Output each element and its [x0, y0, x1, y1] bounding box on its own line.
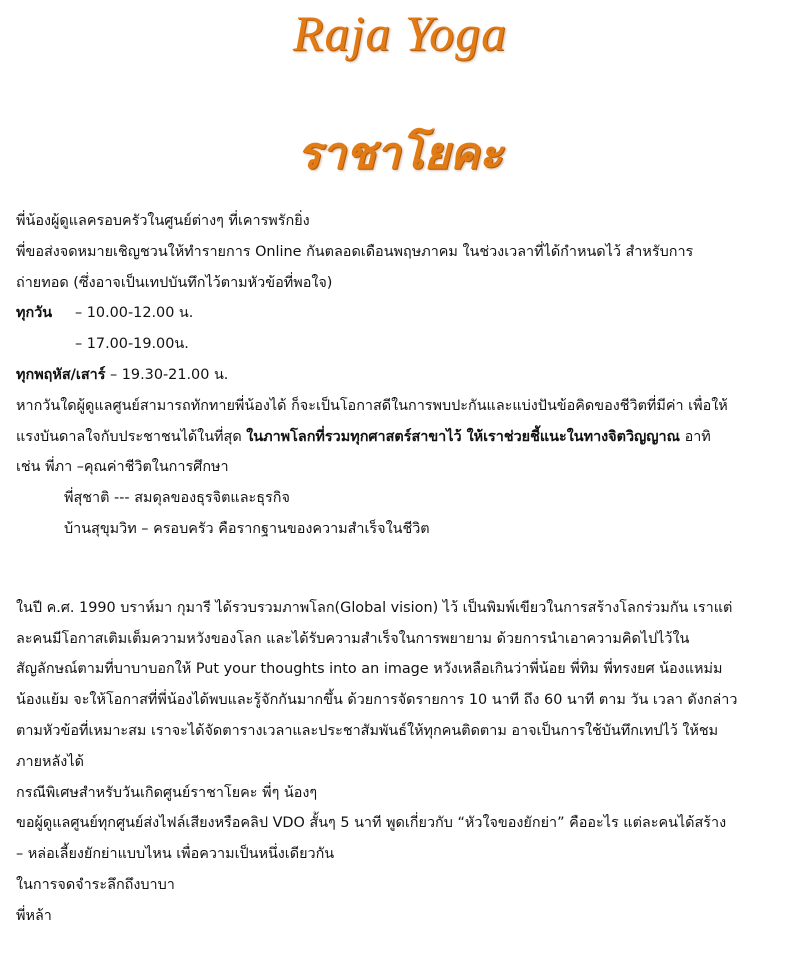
greeting: พี่น้องผู้ดูแลครอบครัวในศูนย์ต่างๆ ที่เคารพรักยิ่ง	[16, 213, 310, 229]
example-1: เช่น พี่ภา –คุณค่าชีวิตในการศึกษา	[16, 459, 229, 476]
paragraph-3-line-5: ตามหัวข้อที่เหมาะสม เราจะได้จัดตารางเวลาและประชาสัมพันธ์ให้ทุกคนติดตาม อาจเป็นการใช้บันทึกเทปไว้ ให้ชม	[16, 722, 719, 739]
example-2: พี่สุชาติ --- สมดุลของธุรจิตและธุรกิจ	[64, 490, 290, 507]
closing-line: ในการจดจำระลึกถึงบาบา	[16, 876, 175, 893]
paragraph-3-line-1: ในปี ค.ศ. 1990 บราห์มา กุมารี ได้รวบรวมภาพโลก(Global vision) ไว้ เป็นพิมพ์เขียวในการสร้างโลกร่วมกัน เราแต่	[16, 599, 733, 616]
title-english: Raja Yoga	[292, 5, 508, 61]
special-line-2: ขอผู้ดูแลศูนย์ทุกศูนย์ส่งไฟล์เสียงหรือคลิป VDO สั้นๆ 5 นาที พูดเกี่ยวกับ “หัวใจของยักย่า” คืออะไร แต่ละคนได้สร้าง	[16, 815, 727, 832]
blank-spacer	[16, 545, 800, 593]
example-3: บ้านสุขุมวิท – ครอบครัว คือรากฐานของความสำเร็จในชีวิต	[64, 520, 430, 537]
special-line-3: – หล่อเลี้ยงยักย่าแบบไหน เพื่อความเป็นหนึ่งเดียวกัน	[16, 846, 335, 863]
signature: พี่หล้า	[16, 907, 52, 924]
paragraph-2-line-1: หากวันใดผู้ดูแลศูนย์สามารถทักทายพี่น้องได้ ก็จะเป็นโอกาสดีในการพบปะกันและแบ่งปันข้อคิดของชีวิตที่มีค่า เพื่อให้	[16, 397, 728, 414]
schedule-thu-sat-label: ทุกพฤหัส/เสาร์	[16, 366, 106, 383]
letter-body	[16, 206, 800, 932]
schedule-daily-time-1: – 10.00-12.00 น.	[75, 305, 194, 322]
paragraph-3-line-6: ภายหลังได้	[16, 753, 84, 770]
schedule-daily-time-2: – 17.00-19.00น.	[75, 336, 189, 353]
paragraph-3-line-3: สัญลักษณ์ตามที่บาบาบอกให้ Put your thoughts into an image หวังเหลือเกินว่าพี่น้อย พี่ทิม พี่ทรงยศ น้องแหม่ม	[16, 661, 723, 678]
intro-line-1: พี่ขอส่งจดหมายเชิญชวนให้ทำรายการ Online กันตลอดเดือนพฤษภาคม ในช่วงเวลาที่ได้กำหนดไว้ สำหรับการ	[16, 243, 694, 260]
schedule-daily-row	[16, 298, 800, 329]
special-line-1: กรณีพิเศษสำหรับวันเกิดศูนย์ราชาโยคะ พี่ๆ น้องๆ	[16, 784, 318, 801]
schedule-daily-label: ทุกวัน	[16, 305, 53, 322]
paragraph-3-line-2: ละคนมีโอกาสเติมเต็มความหวังของโลก และได้รับความสำเร็จในการพยายาม ด้วยการนำเอาความคิดไปไว้ใน	[16, 630, 690, 647]
intro-line-2: ถ่ายทอด (ซึ่งอาจเป็นเทปบันทึกไว้ตามหัวข้อที่พอใจ)	[16, 274, 333, 291]
paragraph-2-line-2	[16, 422, 800, 453]
schedule-thu-sat-time: – 19.30-21.00 น.	[105, 366, 229, 383]
schedule-thu-sat-row	[16, 360, 800, 391]
paragraph-2-line-2-start: แรงบันดาลใจกับประชาชนได้ในที่สุด	[16, 428, 247, 445]
paragraph-2-line-2-end: อาทิ	[680, 428, 711, 445]
title-thai: ราชาโยคะ	[297, 128, 503, 179]
paragraph-3-line-4: น้องแย้ม จะให้โอกาสที่พี่น้องได้พบและรู้จักกันมากขึ้น ด้วยการจัดรายการ 10 นาที ถึง 60 นาที ตาม วัน เวลา ดังกล่าว	[16, 692, 738, 709]
paragraph-2-emphasis: ในภาพโลกที่รวมทุกศาสตร์สาขาไว้ ให้เราช่วยชี้แนะในทางจิตวิญญาณ	[246, 428, 680, 445]
